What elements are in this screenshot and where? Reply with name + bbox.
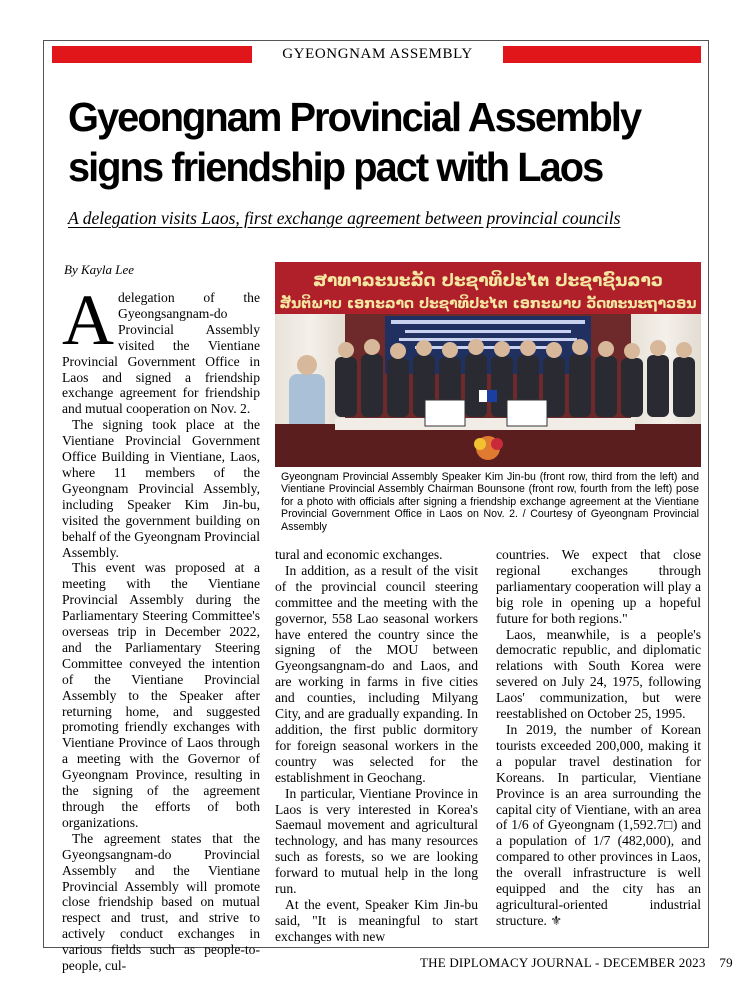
banner-line-2: ສັນຕິພາບ ເອກະລາດ ປະຊາທິປະໄຕ ເອກະພາບ ວັດທະນະຖາວອນ: [279, 296, 697, 312]
section-bar-right: [503, 46, 701, 63]
subheadline: A delegation visits Laos, first exchange agreement between provincial councils: [68, 208, 621, 228]
drop-cap: A: [62, 280, 114, 360]
photo-caption: Gyeongnam Provincial Assembly Speaker Kim Jin-bu (front row, third from the left) and Vientiane Provincial Assembly Chairman Bounsone (front row, fourth from the left) pose for a photo with officials after signing a friendship exchange agreement at the Vientiane Provincial Government Office in Laos on Nov. 2. / Courtesy of Gyeongnam Provincial Assembly: [281, 471, 699, 533]
paragraph-9: [496, 722, 701, 929]
paragraph-7-continued: countries. We expect that close regional exchanges through parliamentary cooperation will play a big role in opening up a hopeful future for both regions.": [496, 547, 701, 626]
headline: Gyeongnam Provincial Assembly signs friendship pact with Laos: [68, 94, 641, 190]
paragraph-4-continued: tural and economic exchanges.: [275, 547, 443, 562]
publication-name: THE DIPLOMACY JOURNAL - DECEMBER 2023: [420, 955, 706, 970]
section-bar-left: [52, 46, 252, 63]
paragraph-8: Laos, meanwhile, is a people's democratic republic, and diplomatic relations with South Korea were severed on July 24, 1975, following Laos' communization, but were reestablished on October 25, 1995.: [496, 626, 701, 722]
paragraph-lead: [62, 280, 260, 417]
paragraph-1-text: delegation of the Gyeongsangnam-do Provincial Assembly visited the Vientiane Provincial Government Office in Laos and signed a friendship exchange agreement for friendship and mutual cooperation on Nov. 2.: [62, 290, 260, 417]
end-mark-icon: ⚜: [550, 912, 563, 928]
banner-line-1: ສາທາລະນະລັດ ປະຊາທິປະໄຕ ປະຊາຊົນລາວ: [313, 271, 663, 291]
paragraph-3: This event was proposed at a meeting with the Vientiane Provincial Assembly during the Parliamentary Steering Committee's overseas trip in December 2022, and the Parliamentary Steering Committee conveyed the intention of the Vientiane Provincial Assembly to the Speaker after returning home, and suggested promoting friendly exchanges with Vientiane Province of Laos through a meeting with the Governor of Gyeongnam Province, resulting in the signing of the agreement through the efforts of both organizations.: [62, 560, 260, 830]
signing-ceremony-photo: [275, 262, 701, 467]
article-column-1: [62, 280, 260, 974]
article-column-2: [275, 547, 478, 945]
paragraph-7: At the event, Speaker Kim Jin-bu said, "It is meaningful to start exchanges with new: [275, 896, 478, 944]
article-column-3: [496, 547, 701, 929]
paragraph-4: The agreement states that the Gyeongsangnam-do Provincial Assembly and the Vientiane Provincial Assembly will promote close friendship based on mutual respect and trust, and strive to actively conduct exchanges in various fields such as people-to-people, cul-: [62, 830, 260, 974]
section-label: GYEONGNAM ASSEMBLY: [282, 46, 473, 62]
paragraph-5: In addition, as a result of the visit of the provincial council steering committee and the meeting with the governor, 558 Lao seasonal workers have entered the country since the signing of the MOU between Gyeongsangnam-do and Laos, and are working in farms in five cities and counties, including Milyang City, and are gradually expanding. In addition, the first public dormitory for foreign seasonal workers in the country was selected for the establishment in Geochang.: [275, 562, 478, 785]
page-footer: [420, 955, 733, 971]
paragraph-6: In particular, Vientiane Province in Laos is very interested in Korea's Saemaul movement and agricultural technology, and has many resources such as forests, so we are looking forward to mutual help in the long run.: [275, 785, 478, 897]
page-number: 79: [719, 955, 733, 970]
photo-illustration: [275, 262, 701, 467]
byline: By Kayla Lee: [64, 262, 135, 277]
paragraph-9-text: In 2019, the number of Korean tourists exceeded 200,000, making it a popular travel destination for Koreans. In particular, Vientiane Province is an area surrounding the capital city of Vientiane, with an area of 1/6 of Gyeongnam (1,592.7□) and a population of 1/7 (482,000), and compared to other provinces in Laos, the overall infrastructure is well equipped and the city has an agricultural-oriented industrial structure.: [496, 721, 701, 928]
paragraph-2: The signing took place at the Vientiane Provincial Government Office Building in Vientiane, Laos, where 11 members of the Gyeongnam Provincial Assembly, including Speaker Kim Jin-bu, visited the government building on behalf of the Gyeongnam Provincial Assembly.: [62, 417, 260, 560]
